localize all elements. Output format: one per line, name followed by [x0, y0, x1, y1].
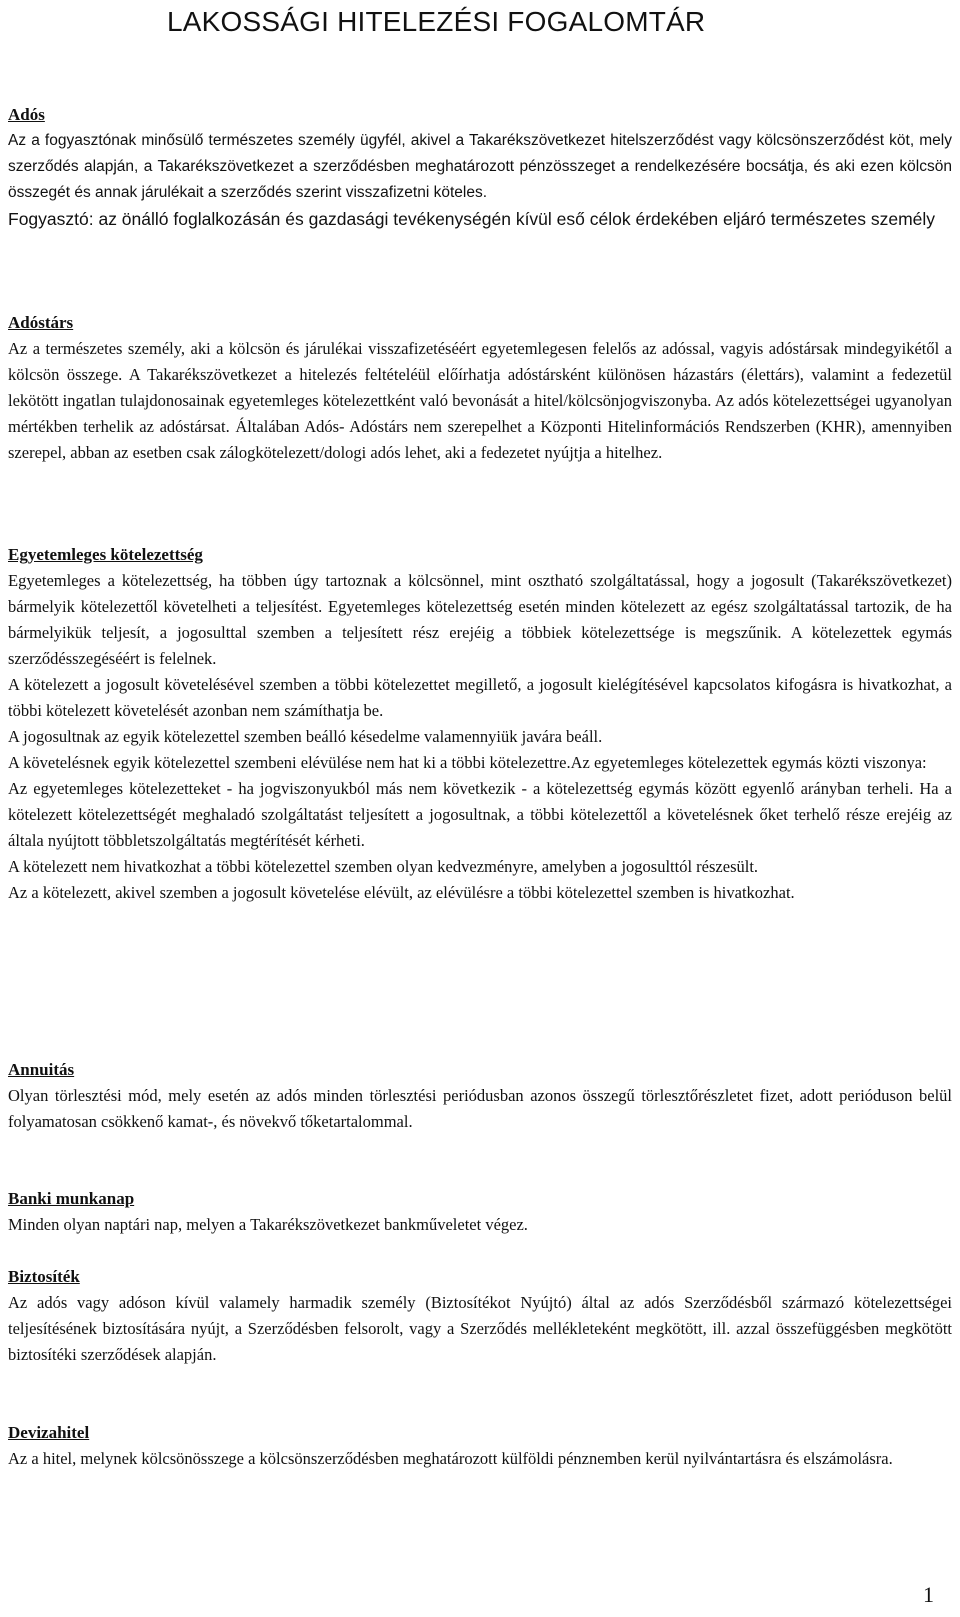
term-definition: Az a természetes személy, aki a kölcsön és járulékai visszafizetéséért egyetemlegesen felelős az adóssal, vagyis adóstársak mindegyikétől a kölcsön összege. A Takarékszövetkezet a hitelezés feltételéül előírhatja adóstársként különösen házastárs (élettárs), valamint a fedezetül lekötött ingatlan tulajdonosainak egyetemleges kötelezettként való bevonását a hitel/kölcsönjogviszonyba. Az adós kötelezettségei ugyanolyan mértékben terhelik az adóstársat. Általában Adós- Adóstárs nem szerepelhet a Központi Hitelinformációs Rendszerben (KHR), amennyiben szerepel, abban az esetben csak zálogkötelezett/dologi adós lehet, aki a fedezetet nyújtja a hitelhez.: [8, 339, 952, 462]
term-biztositek: [8, 1264, 952, 1368]
term-name: Biztosíték: [8, 1267, 80, 1286]
term-definition: A jogosultnak az egyik kötelezettel szemben beálló késedelme valamennyiük javára beáll.: [8, 727, 603, 746]
term-definition: A követelésnek egyik kötelezettel szembeni elévülése nem hat ki a többi kötelezettre.Az egyetemleges kötelezettek egymás közti viszonya:: [8, 753, 927, 772]
term-banki-munkanap: [8, 1186, 952, 1238]
term-definition: Egyetemleges a kötelezettség, ha többen úgy tartoznak a kölcsönnel, mint osztható szolgáltatással, hogy a jogosult (Takarékszövetkezet) bármelyik kötelezettől követelheti a teljesítést. Egyetemleges kötelezettség esetén minden kötelezett az egész szolgáltatással tartozik, de ha bármelyikük teljesít, a jogosulttal szemben a teljesített rész erejéig a többiek kötelezettsége is megszűnik. A kötelezettek egymás szerződésszegéséért is felelnek.: [8, 571, 952, 668]
term-definition: Az egyetemleges kötelezetteket - ha jogviszonyukból más nem következik - a kötelezettség egymás között egyenlő arányban terheli. Ha a kötelezett kötelezettségét meghaladó szolgáltatást teljesített a jogosultnak, a többi kötelezettől a követelésnek őket terhelő része erejéig az általa nyújtott többletszolgáltatás megtérítését kérheti.: [8, 779, 952, 850]
term-name: Banki munkanap: [8, 1189, 135, 1208]
term-name: Egyetemleges kötelezettség: [8, 545, 203, 564]
document-page: [8, 0, 952, 1468]
term-adostars: [8, 310, 952, 466]
term-definition: Az a hitel, melynek kölcsönösszege a kölcsönszerződésben meghatározott külföldi pénznemben kerül nyilvántartásra és elszámolásra.: [8, 1449, 893, 1468]
term-definition: Olyan törlesztési mód, mely esetén az adós minden törlesztési periódusban azonos összegű törlesztőrészletet fizet, adott perióduson belül folyamatosan csökkenő kamat-, és növekvő tőketartalommal.: [8, 1086, 952, 1131]
term-ados: [8, 102, 952, 233]
term-annuitas: [8, 1057, 952, 1135]
term-definition: Az a kötelezett, akivel szemben a jogosult követelése elévült, az elévülésre a többi kötelezettel szemben is hivatkozhat.: [8, 883, 795, 902]
term-name: Adós: [8, 105, 45, 124]
document-title: LAKOSSÁGI HITELEZÉSI FOGALOMTÁR: [167, 6, 706, 37]
term-definition: Fogyasztó: az önálló foglalkozásán és gazdasági tevékenységén kívül eső célok érdekében eljáró természetes személy: [8, 209, 936, 229]
term-name: Annuitás: [8, 1060, 75, 1079]
term-definition: Minden olyan naptári nap, melyen a Takarékszövetkezet bankműveletet végez.: [8, 1215, 528, 1234]
term-egyetemleges-kotelezettseg: [8, 542, 952, 906]
term-devizahitel: [8, 1420, 952, 1472]
term-definition: Az adós vagy adóson kívül valamely harmadik személy (Biztosítékot Nyújtó) által az adós Szerződésből származó kötelezettségei teljesítésének biztosítására nyújt, a Szerződésben felsorolt, vagy a Szerződés mellékleteként megkötött, ill. azzal összefüggésben megkötött biztosítéki szerződések alapján.: [8, 1293, 952, 1364]
term-definition: Az a fogyasztónak minősülő természetes személy ügyfél, akivel a Takarékszövetkezet hitelszerződést vagy kölcsönszerződést köt, mely szerződés alapján, a Takarékszövetkezet a szerződésben meghatározott pénzösszeget a rendelkezésére bocsátja, és aki ezen kölcsön összegét és annak járulékait a szerződés szerint visszafizetni köteles.: [8, 132, 952, 201]
term-name: Devizahitel: [8, 1423, 90, 1442]
term-definition: A kötelezett nem hivatkozhat a többi kötelezettel szemben olyan kedvezményre, amelyben a jogosulttól részesült.: [8, 857, 759, 876]
page-number: 1: [923, 1582, 934, 1607]
term-name: Adóstárs: [8, 313, 74, 332]
term-definition: A kötelezett a jogosult követelésével szemben a többi kötelezettet megillető, a jogosult kielégítésével kapcsolatos kifogásra is hivatkozhat, a többi kötelezett követelését azonban nem számíthatja be.: [8, 675, 952, 720]
